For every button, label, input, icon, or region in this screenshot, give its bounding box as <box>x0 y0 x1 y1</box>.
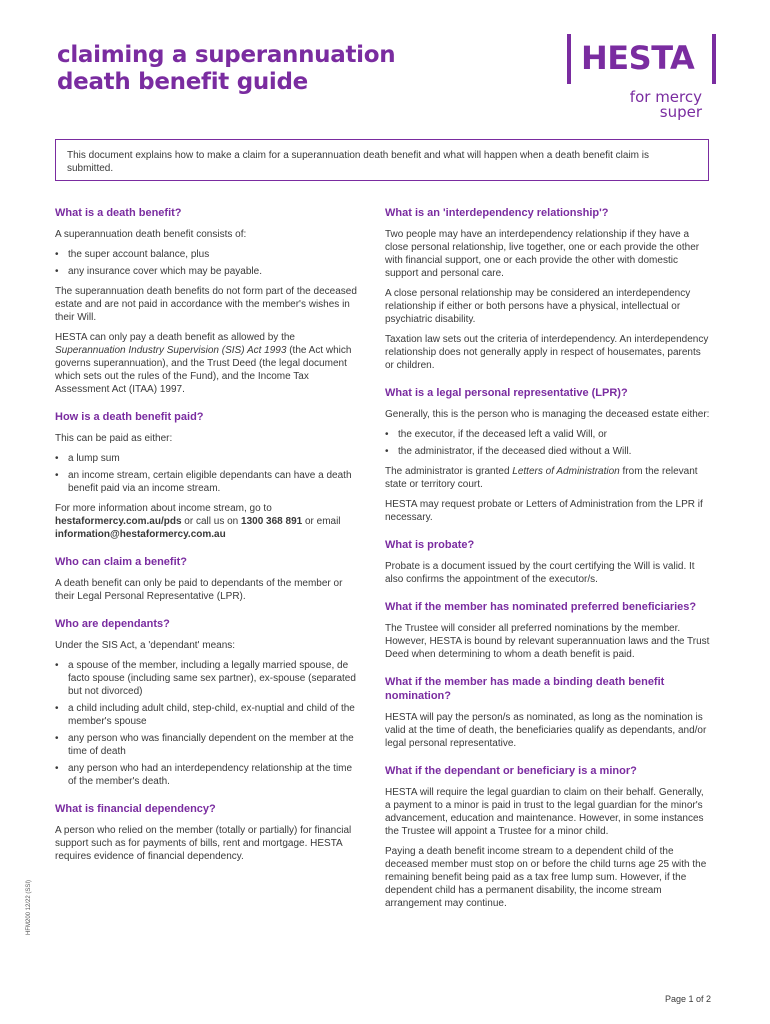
paragraph: A death benefit can only be paid to dependants of the member or their Legal Personal Representative (LPR). <box>55 578 343 602</box>
section-heading: What if the dependant or beneficiary is a minor? <box>385 765 637 777</box>
paragraph: Generally, this is the person who is managing the deceased estate either: <box>385 409 710 420</box>
page-number: Page 1 of 2 <box>665 994 712 1004</box>
section-preferred-beneficiaries <box>385 600 710 661</box>
letters-term: Letters of Administration <box>512 466 620 477</box>
paragraph <box>55 331 360 396</box>
section-heading: Who are dependants? <box>55 618 170 630</box>
text-span: For more information about income stream, go to <box>55 503 272 514</box>
text-span: or call us on <box>181 516 242 527</box>
section-heading: What is probate? <box>385 539 475 551</box>
paragraph: Taxation law sets out the criteria of interdependency. An interdependency relationship does not generally apply in respect of housemates, parents or children. <box>385 334 709 371</box>
section-heading: What is a death benefit? <box>55 207 182 219</box>
section-heading: What if the member has nominated preferred beneficiaries? <box>385 601 697 613</box>
section-binding-nomination <box>385 675 710 750</box>
section-heading: What is an 'interdependency relationship'? <box>385 207 609 219</box>
act-name: Superannuation Industry Supervision (SIS) Act 1993 <box>55 345 287 356</box>
hesta-logo <box>565 34 725 124</box>
section-heading: What is financial dependency? <box>55 803 216 815</box>
logo-tagline-1: for mercy <box>629 88 702 106</box>
list-item: • the administrator, if the deceased died without a Will. <box>385 445 710 458</box>
paragraph: HESTA may request probate or Letters of Administration from the LPR if necessary. <box>385 499 703 523</box>
section-interdependency <box>385 206 710 372</box>
section-probate <box>385 538 710 586</box>
section-dependants <box>55 617 360 788</box>
pds-link[interactable]: hestaformercy.com.au/pds <box>55 516 182 527</box>
paragraph: Two people may have an interdependency relationship if they have a close personal relationship, live together, one or each provide the other with financial support, one or each provide the other with domestic support and personal care. <box>385 229 700 279</box>
paragraph: Under the SIS Act, a 'dependant' means: <box>55 640 236 651</box>
left-column <box>55 206 360 877</box>
paragraph <box>55 502 360 541</box>
paragraph: The Trustee will consider all preferred nominations by the member. However, HESTA is bound by relevant superannuation laws and the Trust Deed when determining to whom a death benefit is paid. <box>385 623 710 660</box>
bullet-list <box>55 659 360 788</box>
intro-box <box>55 139 709 181</box>
section-lpr <box>385 386 710 524</box>
title-line-1: claiming a superannuation <box>57 42 396 68</box>
paragraph: This can be paid as either: <box>55 433 173 444</box>
list-item: • any person who had an interdependency relationship at the time of the member's death. <box>55 762 360 788</box>
bullet-list <box>385 428 710 458</box>
text-span: (the Act which governs superannuation), and the Trust Deed (the legal document which sets out the rules of the Fund), and the Income Tax Assessment Act (ITAA) 1997. <box>55 345 352 395</box>
logo-bar-left <box>567 34 571 84</box>
text-span: or email <box>302 516 341 527</box>
text-span: The administrator is granted <box>385 466 513 477</box>
phone-link[interactable]: 1300 368 891 <box>241 516 303 527</box>
logo-bar-right <box>712 34 716 84</box>
logo-tagline-2: super <box>659 103 702 121</box>
title-line-2: death benefit guide <box>57 69 308 95</box>
paragraph: Paying a death benefit income stream to a dependent child of the deceased member must stop on or before the child turns age 25 with the remaining benefit being paid as a tax free lump sum. However, if the dependent child has a permanent disability, the income stream arrangement may continue. <box>385 846 707 909</box>
intro-text: This document explains how to make a claim for a superannuation death benefit and what will happen when a death benefit claim is submitted. <box>67 150 650 174</box>
bullet-list <box>55 452 360 495</box>
paragraph: A superannuation death benefit consists of: <box>55 229 247 240</box>
paragraph <box>385 465 710 491</box>
paragraph: HESTA will require the legal guardian to claim on their behalf. Generally, a payment to a minor is paid in trust to the legal guardian for the minor's advancement, education and maintenance. However, in some instances the Trustee will appoint a Trustee for a minor child. <box>385 787 704 837</box>
right-column <box>385 206 710 924</box>
section-how-paid <box>55 410 360 541</box>
section-heading: How is a death benefit paid? <box>55 411 204 423</box>
section-heading: What if the member has made a binding death benefit nomination? <box>385 676 665 702</box>
logo-tagline <box>620 90 702 120</box>
page-title <box>57 42 395 96</box>
list-item: • a child including adult child, step-child, ex-nuptial and child of the member's spouse <box>55 702 360 728</box>
logo-wordmark: HESTA <box>581 39 695 77</box>
paragraph: A close personal relationship may be considered an interdependency relationship if either or both persons have a physical, intellectual or psychiatric disability. <box>385 288 691 325</box>
list-item: • any person who was financially dependent on the member at the time of death <box>55 732 360 758</box>
bullet-list <box>55 248 360 278</box>
list-item: • the super account balance, plus <box>55 248 360 261</box>
section-minor <box>385 764 710 910</box>
section-heading: Who can claim a benefit? <box>55 556 188 568</box>
text-span: HESTA can only pay a death benefit as allowed by the <box>55 332 295 343</box>
section-financial-dependency <box>55 802 360 863</box>
list-item: • any insurance cover which may be payable. <box>55 265 360 278</box>
list-item: • the executor, if the deceased left a valid Will, or <box>385 428 710 441</box>
paragraph: HESTA will pay the person/s as nominated, as long as the nomination is valid at the time of death, the beneficiaries qualify as dependants, and/or legal personal representative. <box>385 712 707 749</box>
paragraph: The superannuation death benefits do not form part of the deceased estate and are not paid in accordance with the member's wishes in their Will. <box>55 286 357 323</box>
section-who-can-claim <box>55 555 360 603</box>
email-link[interactable]: information@hestaformercy.com.au <box>55 529 226 540</box>
text-span: from the relevant state or territory court. <box>385 466 698 490</box>
paragraph: A person who relied on the member (totally or partially) for financial support such as for payments of bills, rent and mortgage. HESTA requires evidence of financial dependency. <box>55 825 352 862</box>
section-death-benefit <box>55 206 360 396</box>
list-item: • a spouse of the member, including a legally married spouse, de facto spouse (including same sex partner), ex-spouse (separated but not divorced) <box>55 659 360 698</box>
document-reference: HFM200 12/22 (SSI) <box>26 879 32 935</box>
section-heading: What is a legal personal representative (LPR)? <box>385 387 628 399</box>
paragraph: Probate is a document issued by the court certifying the Will is valid. It also confirms the appointment of the executor/s. <box>385 561 695 585</box>
list-item: • a lump sum <box>55 452 360 465</box>
list-item: • an income stream, certain eligible dependants can have a death benefit paid via an income stream. <box>55 469 360 495</box>
